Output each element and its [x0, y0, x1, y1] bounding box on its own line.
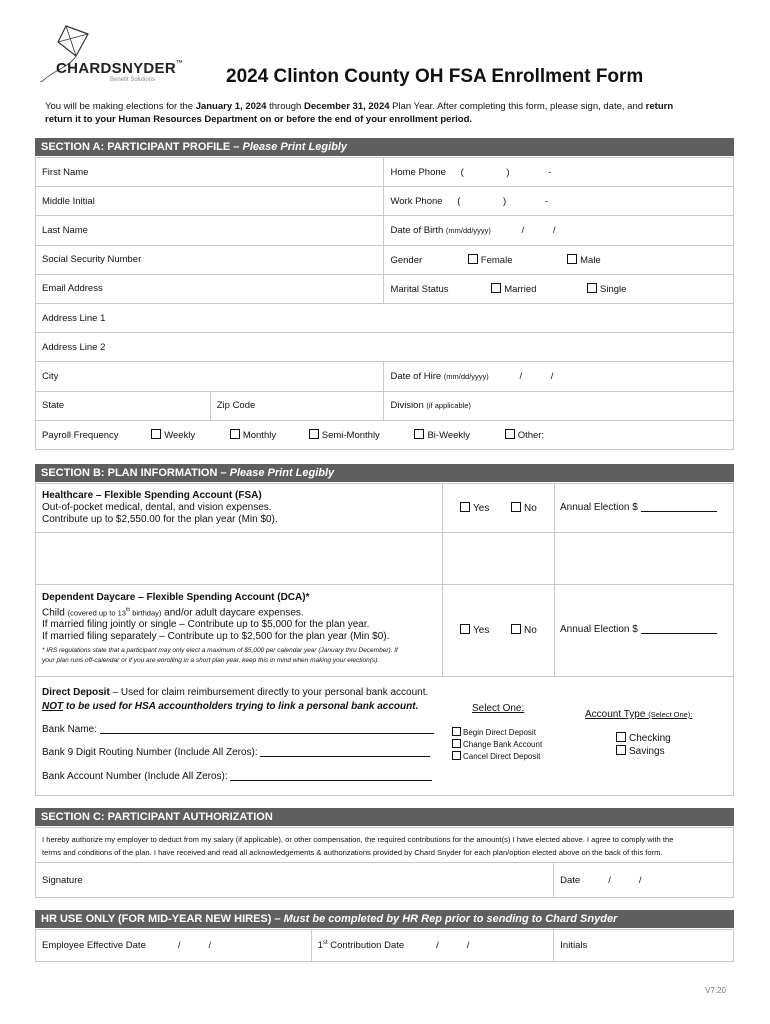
weekly-checkbox[interactable]: Weekly [151, 430, 195, 441]
date-of-birth-field[interactable]: Date of Birth (mm/dd/yyyy) / / [384, 216, 734, 245]
signature-table [35, 862, 734, 898]
middle-initial-field[interactable]: Middle Initial [36, 187, 384, 216]
last-name-field[interactable]: Last Name [36, 216, 384, 245]
signature-date-field[interactable]: Date / / [554, 863, 734, 898]
semi-monthly-checkbox[interactable]: Semi-Monthly [309, 430, 380, 441]
fsa-no-checkbox[interactable]: No [511, 502, 537, 514]
work-phone-field[interactable]: Work Phone ( ) - [384, 187, 734, 216]
account-type-label: Account Type (Select One): [585, 709, 693, 720]
savings-checkbox[interactable]: Savings [616, 745, 671, 758]
married-checkbox[interactable]: Married [491, 284, 536, 295]
female-checkbox[interactable]: Female [468, 255, 513, 266]
male-checkbox[interactable]: Male [567, 255, 601, 266]
change-bank-account-checkbox[interactable]: Change Bank Account [452, 739, 542, 751]
logo-tm: ™ [175, 60, 184, 67]
authorization-text: I hereby authorize my employer to deduct from my salary (if applicable), or other compensation, the required contributions for the amount(s) I have elected above. I agree to comply with the terms and conditions of the plan. I have received and read all acknowledgements & authorizations provided by Chard Snyder for each plan/option elected above on the back of this form. [35, 827, 734, 863]
section-c-heading: SECTION C: PARTICIPANT AUTHORIZATION [35, 808, 734, 826]
marital-status-field: Marital Status Married Single [384, 274, 734, 303]
fsa-annual-election-field[interactable]: Annual Election $ [560, 502, 717, 513]
routing-number-field[interactable]: Bank 9 Digit Routing Number (Include All Zeros): [42, 747, 430, 758]
dca-no-checkbox[interactable]: No [511, 624, 537, 636]
section-a-heading: SECTION A: PARTICIPANT PROFILE – Please Print Legibly [35, 138, 734, 156]
email-field[interactable]: Email Address [36, 274, 384, 303]
gender-field: Gender Female Male [384, 245, 734, 274]
home-phone-field[interactable]: Home Phone ( ) - [384, 158, 734, 187]
zip-code-field[interactable]: Zip Code [210, 391, 384, 420]
cancel-direct-deposit-checkbox[interactable]: Cancel Direct Deposit [452, 751, 542, 763]
payroll-frequency-field: Payroll Frequency Weekly Monthly Semi-Monthly Bi-Weekly Other: [36, 420, 734, 449]
checking-checkbox[interactable]: Checking [616, 732, 671, 745]
logo-name: CHARDSNYDER [56, 60, 176, 77]
dca-yes-checkbox[interactable]: Yes [460, 624, 489, 636]
version-label: V7.20 [705, 986, 726, 995]
monthly-checkbox[interactable]: Monthly [230, 430, 276, 441]
first-name-field[interactable]: First Name [36, 158, 384, 187]
account-type-options [616, 732, 671, 758]
begin-direct-deposit-checkbox[interactable]: Begin Direct Deposit [452, 727, 542, 739]
hr-use-table [35, 929, 734, 962]
other-checkbox[interactable]: Other: [505, 430, 544, 441]
chard-snyder-logo [36, 22, 206, 86]
city-field[interactable]: City [36, 362, 384, 391]
fsa-yes-checkbox[interactable]: Yes [460, 502, 489, 514]
date-of-hire-field[interactable]: Date of Hire (mm/dd/yyyy) / / [384, 362, 734, 391]
logo-tagline: Benefit Solutions [110, 77, 156, 83]
address-line-1-field[interactable]: Address Line 1 [36, 303, 734, 332]
direct-deposit-options [452, 727, 542, 763]
first-contribution-date-field[interactable]: 1st Contribution Date / / [311, 930, 554, 962]
section-b-heading: SECTION B: PLAN INFORMATION – Please Print Legibly [35, 464, 734, 482]
initials-field[interactable]: Initials [554, 930, 734, 962]
ssn-field[interactable]: Social Security Number [36, 245, 384, 274]
form-header [36, 22, 736, 92]
intro-text: You will be making elections for the January 1, 2024 through December 31, 2024 Plan Year. After completing this form, please sign, date, and return return it to your Human Resources Department on or before the end of your enrollment period. [45, 101, 674, 125]
state-field[interactable]: State [36, 391, 211, 420]
bi-weekly-checkbox[interactable]: Bi-Weekly [414, 430, 470, 441]
irs-note: * IRS regulations state that a participant may only elect a maximum of $5,000 per calendar year (January thru December). If your plan runs off-calendar or if you are enrolling in a short plan year, keep this in mind when making your election(s). [42, 647, 398, 664]
participant-profile-table [35, 157, 734, 450]
dca-description: Dependent Daycare – Flexible Spending Account (DCA)* Child (covered up to 13th birthday) and/or adult daycare expenses. If married filing jointly or single – Contribute up to $5,000 for the plan year. If married filing separately – Contribute up to $2,500 for the plan year (Min $0). [42, 592, 390, 643]
account-number-field[interactable]: Bank Account Number (Include All Zeros): [42, 771, 432, 782]
signature-field[interactable]: Signature [36, 863, 554, 898]
address-line-2-field[interactable]: Address Line 2 [36, 333, 734, 362]
fsa-description: Healthcare – Flexible Spending Account (FSA) Out-of-pocket medical, dental, and vision expenses. Contribute up to $2,550.00 for the plan year (Min $0). [42, 490, 278, 525]
form-title: 2024 Clinton County OH FSA Enrollment Form [226, 66, 644, 87]
division-field[interactable]: Division (if applicable) [384, 391, 734, 420]
select-one-label: Select One: [472, 703, 525, 714]
direct-deposit-description: Direct Deposit – Used for claim reimbursement directly to your personal bank account. NOT to be used for HSA accountholders trying to link a personal bank account. [42, 687, 429, 712]
hr-use-heading: HR USE ONLY (FOR MID-YEAR NEW HIRES) – Must be completed by HR Rep prior to sending to Chard Snyder [35, 910, 734, 928]
employee-effective-date-field[interactable]: Employee Effective Date / / [36, 930, 312, 962]
single-checkbox[interactable]: Single [587, 284, 626, 295]
dca-annual-election-field[interactable]: Annual Election $ [560, 624, 717, 635]
bank-name-field[interactable]: Bank Name: [42, 724, 434, 735]
